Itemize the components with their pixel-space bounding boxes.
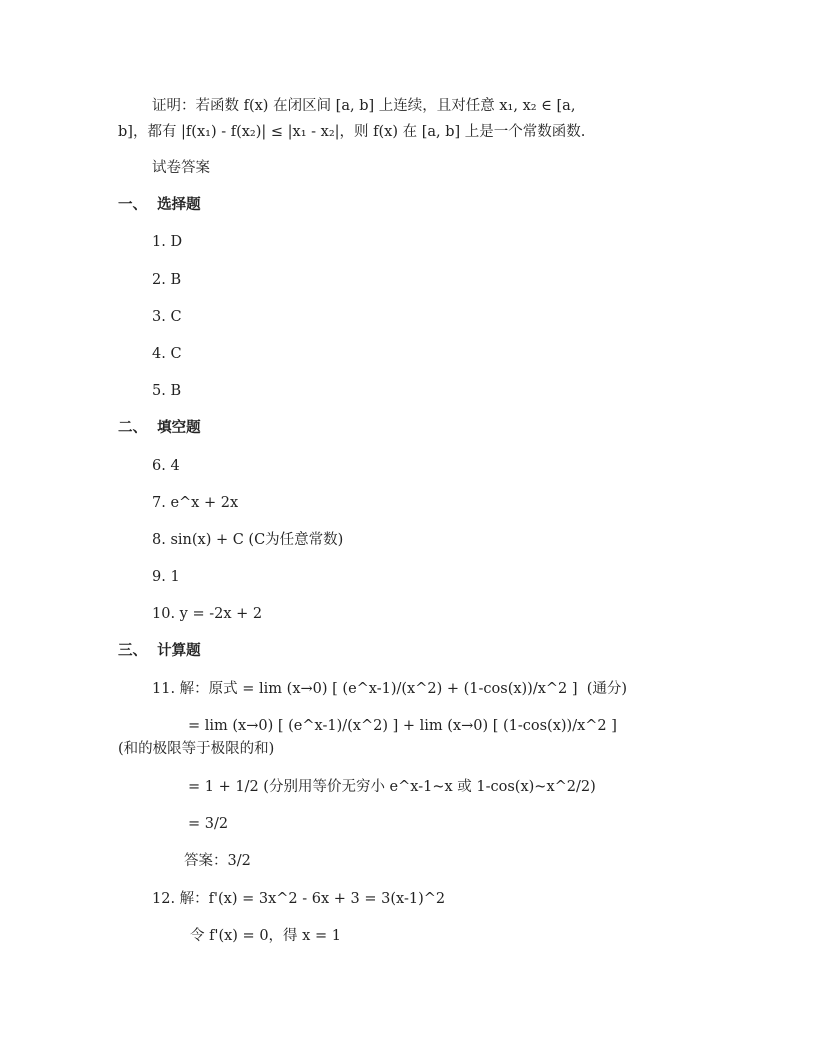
answer-item-1: 1. D [152, 234, 183, 250]
q11-line-3: (和的极限等于极限的和) [118, 741, 275, 757]
answer-item-4: 4. C [152, 346, 182, 362]
section-3-title: 三、 计算题 [118, 642, 201, 659]
answer-item-9: 9. 1 [152, 569, 180, 585]
section-2-title: 二、 填空题 [118, 419, 201, 436]
q11-line-4: = 1 + 1/2 (分别用等价无穷小 e^x-1~x 或 1-cos(x)~x^2/2) [188, 779, 596, 795]
intro-line-2: b]，都有 |f(x₁) - f(x₂)| ≤ |x₁ - x₂|，则 f(x) 在 [a, b] 上是一个常数函数. [118, 124, 586, 140]
q12-line-1: 12. 解：f'(x) = 3x^2 - 6x + 3 = 3(x-1)^2 [152, 891, 446, 907]
answer-item-7: 7. e^x + 2x [152, 495, 239, 511]
answer-item-8: 8. sin(x) + C (C为任意常数) [152, 532, 344, 548]
q11-line-2: = lim (x→0) [ (e^x-1)/(x^2) ] + lim (x→0) [ (1-cos(x))/x^2 ] [188, 718, 617, 734]
q11-line-5: = 3/2 [188, 816, 229, 832]
answer-item-10: 10. y = -2x + 2 [152, 606, 263, 622]
answer-item-6: 6. 4 [152, 458, 180, 474]
q11-line-1: 11. 解：原式 = lim (x→0) [ (e^x-1)/(x^2) + (1-cos(x))/x^2 ] (通分) [152, 681, 628, 697]
q11-answer: 答案：3/2 [184, 853, 251, 869]
answer-item-3: 3. C [152, 309, 182, 325]
q12-line-2: 令 f'(x) = 0，得 x = 1 [190, 928, 341, 944]
answer-item-5: 5. B [152, 383, 182, 399]
intro-line-1: 证明：若函数 f(x) 在闭区间 [a, b] 上连续，且对任意 x₁, x₂ ∈ [a, [152, 98, 576, 114]
answer-title: 试卷答案 [152, 160, 210, 176]
section-1-title: 一、 选择题 [118, 196, 201, 213]
answer-item-2: 2. B [152, 272, 182, 288]
